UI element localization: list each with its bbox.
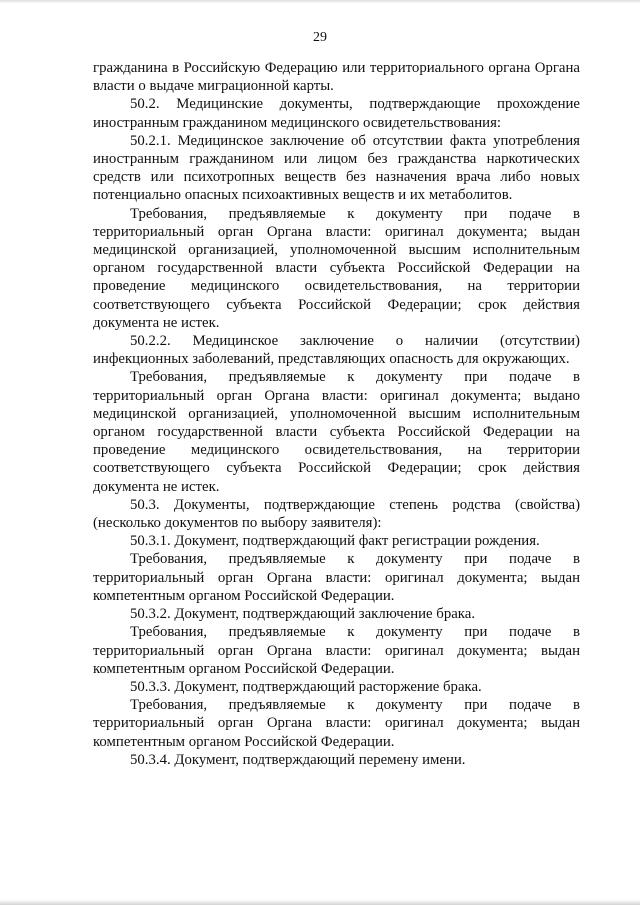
paragraph: гражданина в Российскую Федерацию или территориального органа Органа власти о выдаче миграционной карты. — [93, 60, 580, 95]
document-body — [93, 59, 580, 769]
scan-edge-bottom — [0, 899, 640, 905]
paragraph: 50.2.2. Медицинское заключение о наличии (отсутствии) инфекционных заболеваний, представляющих опасность для окружающих. — [93, 333, 580, 368]
paragraph: Требования, предъявляемые к документу при подаче в территориальный орган Органа власти: оригинал документа; выдан медицинской организацией, уполномоченной высшим исполнительным органом государственной власти субъекта Российской Федерации на проведение медицинского освидетельствования, на территории соответствующего субъекта Российской Федерации; срок действия документа не истек. — [93, 205, 580, 331]
paragraph: 50.3.3. Документ, подтверждающий расторжение брака. — [130, 678, 482, 695]
paragraph: Требования, предъявляемые к документу при подаче в территориальный орган Органа власти: оригинал документа; выдан компетентным органом Российской Федерации. — [93, 697, 580, 750]
paragraph: 50.3. Документы, подтверждающие степень родства (свойства) (несколько документов по выбору заявителя): — [93, 496, 580, 532]
paragraph: Требования, предъявляемые к документу при подаче в территориальный орган Органа власти: оригинал документа; выдано медицинской организацией, уполномоченной высшим исполнительным органом государственной власти субъекта Российской Федерации на проведение медицинского освидетельствования, на территории соответствующего субъекта Российской Федерации; срок действия документа не истек. — [93, 369, 580, 495]
scan-edge-top — [0, 0, 640, 4]
paragraph: 50.3.1. Документ, подтверждающий факт регистрации рождения. — [130, 533, 540, 550]
page-number: 29 — [313, 30, 327, 45]
paragraph: 50.3.4. Документ, подтверждающий перемену имени. — [130, 751, 466, 768]
paragraph: 50.3.2. Документ, подтверждающий заключение брака. — [130, 606, 476, 623]
paragraph: 50.2. Медицинские документы, подтверждающие прохождение иностранным гражданином медицинского освидетельствования: — [93, 96, 580, 131]
paragraph: Требования, предъявляемые к документу при подаче в территориальный орган Органа власти: оригинал документа; выдан компетентным органом Российской Федерации. — [93, 551, 580, 604]
paragraph: Требования, предъявляемые к документу при подаче в территориальный орган Органа власти: оригинал документа; выдан компетентным органом Российской Федерации. — [93, 624, 580, 677]
paragraph: 50.2.1. Медицинское заключение об отсутствии факта употребления иностранным гражданином или лицом без гражданства наркотических средств или психотропных веществ без назначения врача либо новых потенциально опасных психоактивных веществ и их метаболитов. — [93, 132, 580, 204]
